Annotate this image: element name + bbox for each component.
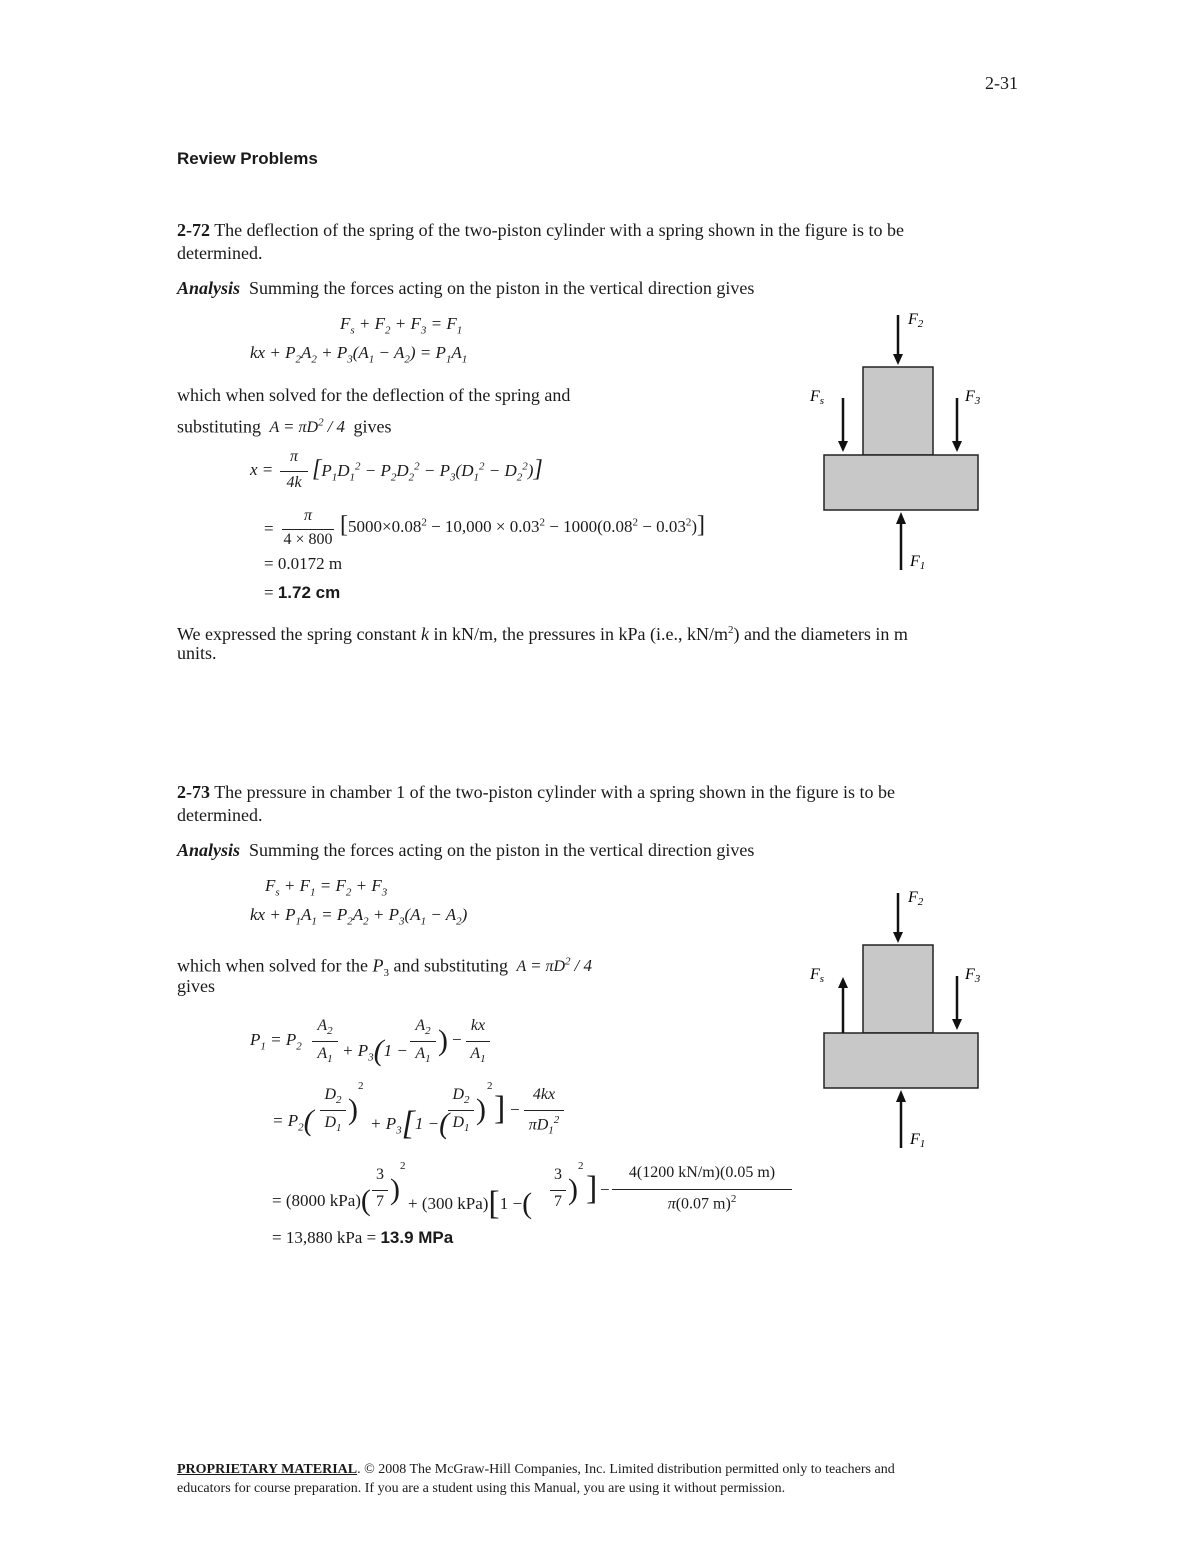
frac-7: 7 <box>376 1193 384 1210</box>
frac-bar <box>410 1041 436 1042</box>
problem-72-statement <box>177 219 904 242</box>
frac-3: 3 <box>376 1166 384 1183</box>
frac-d2-b: $D_2$ <box>452 1086 470 1107</box>
f3-label: F3 <box>965 966 981 985</box>
result-text: = 13,880 kPa = <box>272 1228 377 1247</box>
footer-line2: educators for course preparation. If you are a student using this Manual, you are using it without permission. <box>177 1481 786 1496</box>
frac-bar <box>550 1190 566 1191</box>
frac-bar <box>524 1110 564 1111</box>
f3-label: F3 <box>965 388 981 407</box>
frac-a2: $A_2$ <box>317 1017 333 1038</box>
paren-close: ) <box>476 1093 486 1126</box>
p1-diam-lhs: = $P_2$( <box>272 1104 314 1137</box>
solve-text-72-line2 <box>177 412 392 439</box>
problem-73-statement-cont: determined. <box>177 805 263 825</box>
bracket-close: ] <box>494 1090 506 1127</box>
paren-close: ) <box>390 1173 400 1206</box>
exp-2: 2 <box>400 1160 406 1172</box>
x-bracket-expr: $[P_1D_1^2 - P_2D_2^2 - P_3(D_1^2 - D_2^2)]$ <box>312 456 543 484</box>
section-heading: Review Problems <box>177 149 318 168</box>
p1-p3-term: + $P_3(1$ − <box>342 1034 408 1067</box>
f2-label: F2 <box>908 889 924 908</box>
frac-4k-den: 4k <box>286 474 302 491</box>
frac-bar-2 <box>282 529 334 530</box>
frac-7-b: 7 <box>554 1193 562 1210</box>
fs-label: Fs <box>810 966 825 985</box>
statement-text: The pressure in chamber 1 of the two-piston cylinder with a spring shown in the figure is to be <box>214 782 896 802</box>
result-eq-sign: = <box>264 583 274 602</box>
frac-4x800-den: 4 × 800 <box>283 531 333 548</box>
frac-d1: $D_1$ <box>324 1114 342 1135</box>
exp-2: 2 <box>487 1080 493 1092</box>
frac-d2: $D_2$ <box>324 1086 342 1107</box>
minus: − <box>452 1030 462 1049</box>
frac-bar <box>448 1110 474 1111</box>
problem-73-statement <box>177 781 895 804</box>
area-formula: $A = \pi D^2 / 4$ <box>269 417 346 437</box>
result-final-73 <box>272 1228 453 1248</box>
note-k: k <box>420 624 429 644</box>
result-final-72 <box>264 583 340 603</box>
solve-text-72: which when solved for the deflection of the spring and <box>177 385 571 405</box>
frac-4kx: 4kx <box>532 1086 556 1103</box>
small-piston <box>863 367 933 455</box>
frac-a1-c: $A_1$ <box>470 1045 486 1066</box>
p3-term: + $P_3[1$ −( <box>370 1105 450 1142</box>
analysis-text: Summing the forces acting on the piston in the vertical direction gives <box>249 840 755 860</box>
eq-substitution-73: kx + $P_1A_1 = P_2A_2 + P_3(A_1 - A_2)$ <box>250 905 468 928</box>
p3-numeric: + (300 kPa)[1 −( <box>408 1185 533 1222</box>
minus: − <box>600 1180 610 1199</box>
frac-bar <box>372 1190 388 1191</box>
f2-label: F2 <box>908 311 924 330</box>
frac-den-pi: π(0.07 m)$^2$ <box>667 1193 737 1213</box>
note-before: We expressed the spring constant <box>177 624 417 644</box>
analysis-label: Analysis <box>177 840 241 860</box>
solve-suffix: gives <box>353 416 392 437</box>
analysis-label: Analysis <box>177 278 241 298</box>
problem-number: 2-72 <box>177 220 210 240</box>
paren-close: ) <box>568 1173 578 1206</box>
footer-label: PROPRIETARY MATERIAL <box>177 1462 358 1477</box>
solve-text-73-line2: gives <box>177 976 215 996</box>
note-middle: in kN/m, the pressures in kPa (i.e., kN/m <box>433 624 728 644</box>
problem-number: 2-73 <box>177 782 210 802</box>
piston-figure-72 <box>790 300 1000 580</box>
large-piston <box>824 455 978 510</box>
p1-lhs: $P_1 = P_2$ <box>250 1030 302 1053</box>
frac-pid1: $\pi D_1^2$ <box>528 1114 560 1137</box>
small-piston <box>863 945 933 1033</box>
eq-force-balance-73: $F_s + F_1 = F_2 + F_3$ <box>265 876 388 899</box>
eq-force-balance-72: $F_s + F_2 + F_3 = F_1$ <box>340 314 463 337</box>
frac-num-4kx: 4(1200 kN/m)(0.05 m) <box>628 1164 776 1181</box>
large-piston <box>824 1033 978 1088</box>
paren-close: ) <box>348 1093 358 1126</box>
numeric-bracket-expr: $[5000\times 0.08^2 - 10,000 \times 0.03^2 - 1000(0.08^2 - 0.03^2)]$ <box>340 512 706 538</box>
frac-a1: $A_1$ <box>317 1045 333 1066</box>
frac-bar <box>280 471 308 472</box>
piston-figure-73 <box>790 878 1000 1158</box>
result-value: 13.9 MPa <box>380 1228 454 1247</box>
area-formula: $A = \pi D^2 / 4$ <box>516 956 592 976</box>
numeric-eq-sign: = <box>264 519 274 538</box>
minus: − <box>510 1100 520 1119</box>
solve-text-73: which when solved for the $P_3$ and substituting $A = \pi D^2 / 4$ <box>177 955 592 979</box>
problem-72-analysis <box>177 277 754 300</box>
f1-label: F1 <box>910 1131 926 1150</box>
note-after: ) and the diameters in m <box>733 624 908 644</box>
frac-d1-b: $D_1$ <box>452 1114 470 1135</box>
solve-a: which when solved for the <box>177 955 368 976</box>
footer-line1 <box>177 1462 895 1478</box>
exp-2: 2 <box>578 1160 584 1172</box>
p1-numeric-lhs: = (8000 kPa)( <box>272 1184 371 1217</box>
note-sup: 2 <box>727 624 734 636</box>
frac-pi-num-2: π <box>303 507 312 524</box>
bracket-close: ] <box>586 1170 598 1207</box>
problem-73-analysis <box>177 839 754 862</box>
fs-label: Fs <box>810 388 825 407</box>
frac-a1-b: $A_1$ <box>415 1045 431 1066</box>
frac-kx: kx <box>470 1017 486 1034</box>
analysis-text: Summing the forces acting on the piston in the vertical direction gives <box>249 278 755 298</box>
result-value: 1.72 cm <box>277 583 341 602</box>
frac-bar <box>312 1041 338 1042</box>
statement-text: The deflection of the spring of the two-piston cylinder with a spring shown in the figure is to be <box>214 220 905 240</box>
page-number: 2-31 <box>985 73 1018 93</box>
frac-3-b: 3 <box>554 1166 562 1183</box>
x-lhs: x = <box>250 460 274 479</box>
frac-bar <box>320 1110 346 1111</box>
paren-close: ) <box>438 1024 448 1057</box>
solve-var: P <box>372 955 384 976</box>
f1-label: F1 <box>910 553 926 572</box>
units-note <box>177 619 908 646</box>
units-note-cont: units. <box>177 643 217 663</box>
frac-bar <box>612 1189 792 1190</box>
footer-text: . © 2008 The McGraw-Hill Companies, Inc. Limited distribution permitted only to teachers and <box>357 1462 895 1477</box>
exp-2: 2 <box>358 1080 364 1092</box>
problem-72-statement-cont: determined. <box>177 243 263 263</box>
eq-substitution-72: kx + $P_2A_2 + P_3(A_1 - A_2) = P_1A_1$ <box>250 343 468 366</box>
frac-bar <box>466 1041 490 1042</box>
frac-pi-num: π <box>289 448 298 465</box>
result-m: = 0.0172 m <box>264 554 343 573</box>
frac-a2-b: $A_2$ <box>415 1017 431 1038</box>
solve-b: and substituting <box>393 955 508 976</box>
solve-prefix: substituting <box>177 416 262 437</box>
